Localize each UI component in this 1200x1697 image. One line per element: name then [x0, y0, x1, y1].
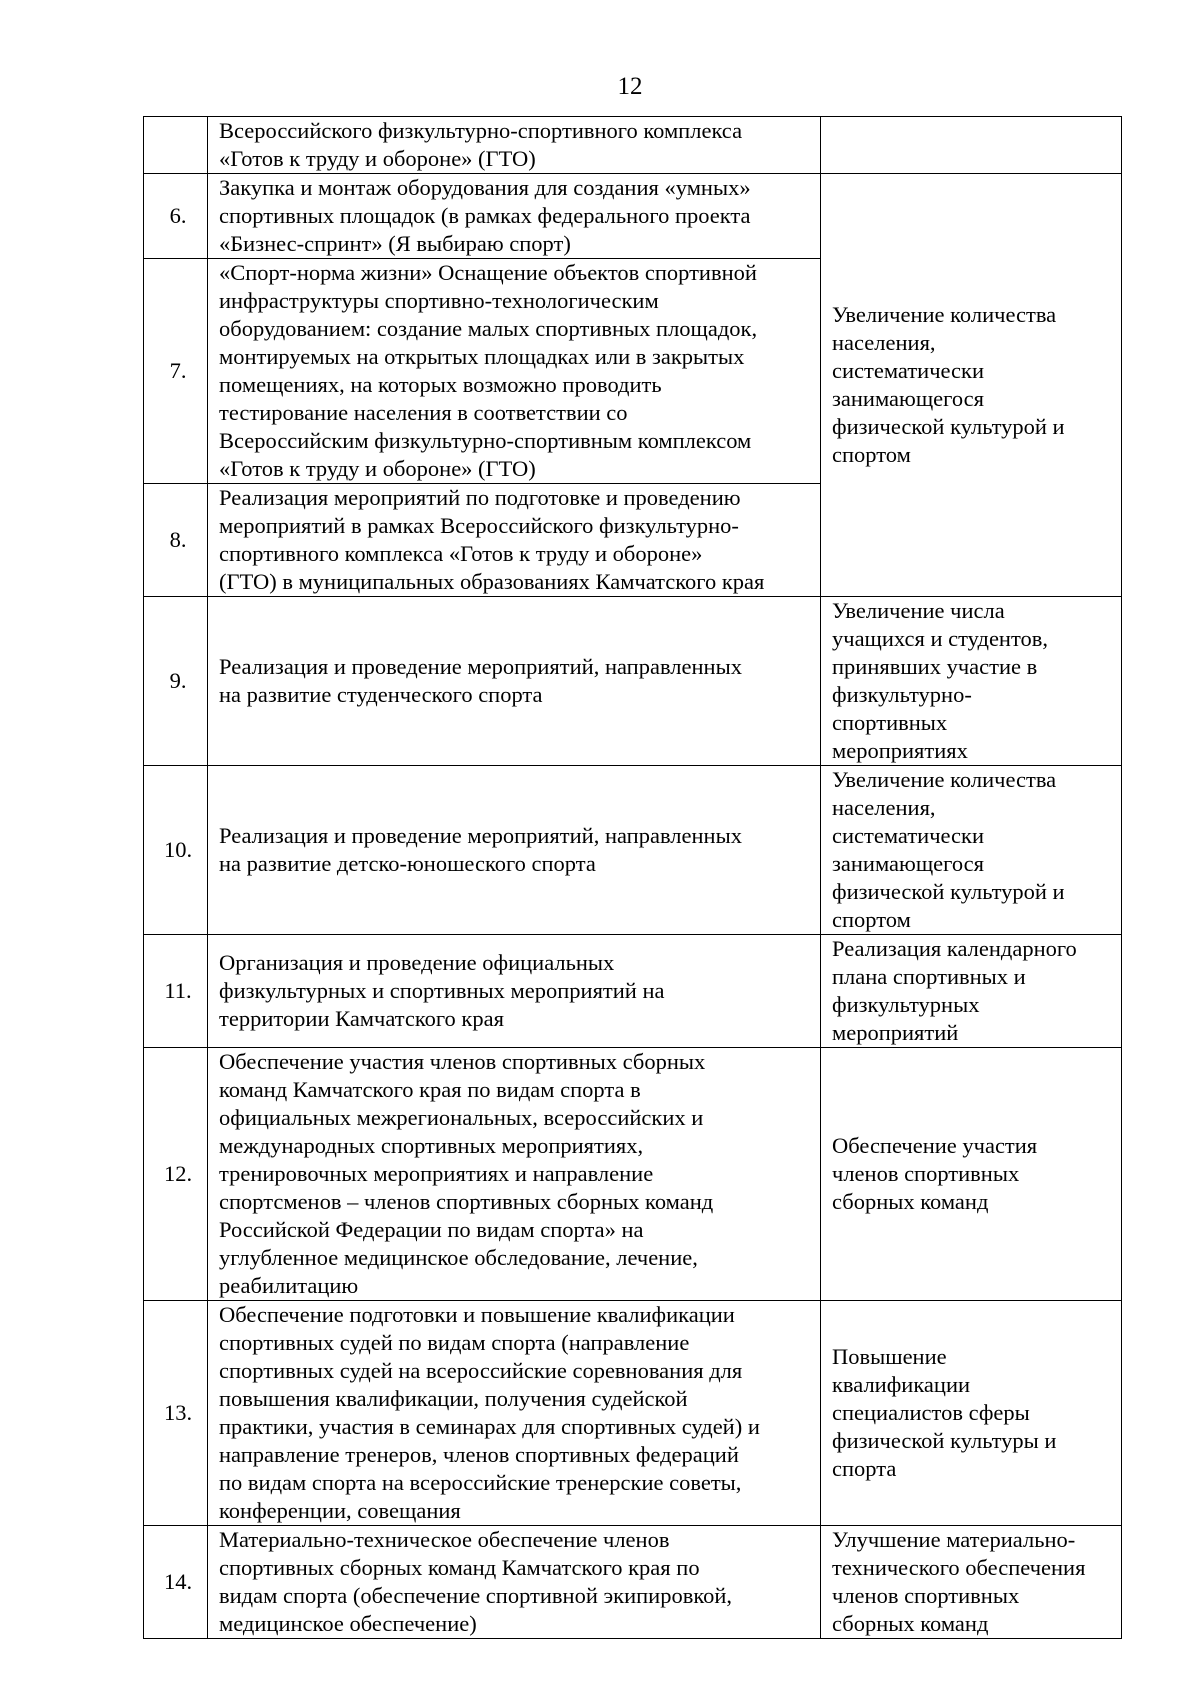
measure-description: Реализация мероприятий по подготовке и проведению мероприятий в рамках Всероссийского физкультурно- спортивного комплекса «Готов к труду и обороне» (ГТО) в муниципальных образованиях Камчатского края [208, 484, 821, 597]
expected-result: Реализация календарного плана спортивных и физкультурных мероприятий [821, 935, 1122, 1048]
table-row [144, 1048, 1122, 1301]
expected-result: Увеличение количества населения, систематически занимающегося физической культурой и спортом [821, 766, 1122, 935]
row-number: 8. [144, 484, 208, 597]
table-row [144, 174, 1122, 259]
page-number: 12 [617, 73, 643, 100]
table-row [144, 117, 1122, 174]
row-number: 13. [144, 1301, 208, 1526]
table-row [144, 597, 1122, 766]
expected-result: Обеспечение участия членов спортивных сборных команд [821, 1048, 1122, 1301]
row-number: 11. [144, 935, 208, 1048]
expected-result: Улучшение материально- технического обеспечения членов спортивных сборных команд [821, 1526, 1122, 1639]
measure-description: Обеспечение участия членов спортивных сборных команд Камчатского края по видам спорта в официальных межрегиональных, всероссийских и международных спортивных мероприятиях, тренировочных мероприятиях и направление спортсменов – членов спортивных сборных команд Российской Федерации по видам спорта» на углубленное медицинское обследование, лечение, реабилитацию [208, 1048, 821, 1301]
measure-description: «Спорт-норма жизни» Оснащение объектов спортивной инфраструктуры спортивно-технологическим оборудованием: создание малых спортивных площадок, монтируемых на открытых площадках или в закрытых помещениях, на которых возможно проводить тестирование населения в соответствии со Всероссийским физкультурно-спортивным комплексом «Готов к труду и обороне» (ГТО) [208, 259, 821, 484]
measure-description: Закупка и монтаж оборудования для создания «умных» спортивных площадок (в рамках федерального проекта «Бизнес-спринт» (Я выбираю спорт) [208, 174, 821, 259]
table-row [144, 1526, 1122, 1639]
measures-table [143, 116, 1122, 1639]
measure-description: Реализация и проведение мероприятий, направленных на развитие детско-юношеского спорта [208, 766, 821, 935]
measure-description: Всероссийского физкультурно-спортивного комплекса «Готов к труду и обороне» (ГТО) [208, 117, 821, 174]
measure-description: Организация и проведение официальных физкультурных и спортивных мероприятий на территории Камчатского края [208, 935, 821, 1048]
measure-description: Материально-техническое обеспечение членов спортивных сборных команд Камчатского края по видам спорта (обеспечение спортивной экипировкой, медицинское обеспечение) [208, 1526, 821, 1639]
measure-description: Обеспечение подготовки и повышение квалификации спортивных судей по видам спорта (направление спортивных судей на всероссийские соревнования для повышения квалификации, получения судейской практики, участия в семинарах для спортивных судей) и направление тренеров, членов спортивных федераций по видам спорта на всероссийские тренерские советы, конференции, совещания [208, 1301, 821, 1526]
table-row [144, 766, 1122, 935]
row-number: 7. [144, 259, 208, 484]
expected-result: Повышение квалификации специалистов сферы физической культуры и спорта [821, 1301, 1122, 1526]
row-number: 6. [144, 174, 208, 259]
expected-result [821, 117, 1122, 174]
row-number: 10. [144, 766, 208, 935]
table-row [144, 1301, 1122, 1526]
table-row [144, 935, 1122, 1048]
row-number: 9. [144, 597, 208, 766]
row-number: 14. [144, 1526, 208, 1639]
measure-description: Реализация и проведение мероприятий, направленных на развитие студенческого спорта [208, 597, 821, 766]
row-number: 12. [144, 1048, 208, 1301]
expected-result-merged: Увеличение количества населения, систематически занимающегося физической культурой и спортом [821, 174, 1122, 597]
row-number [144, 117, 208, 174]
expected-result: Увеличение числа учащихся и студентов, принявших участие в физкультурно- спортивных мероприятиях [821, 597, 1122, 766]
